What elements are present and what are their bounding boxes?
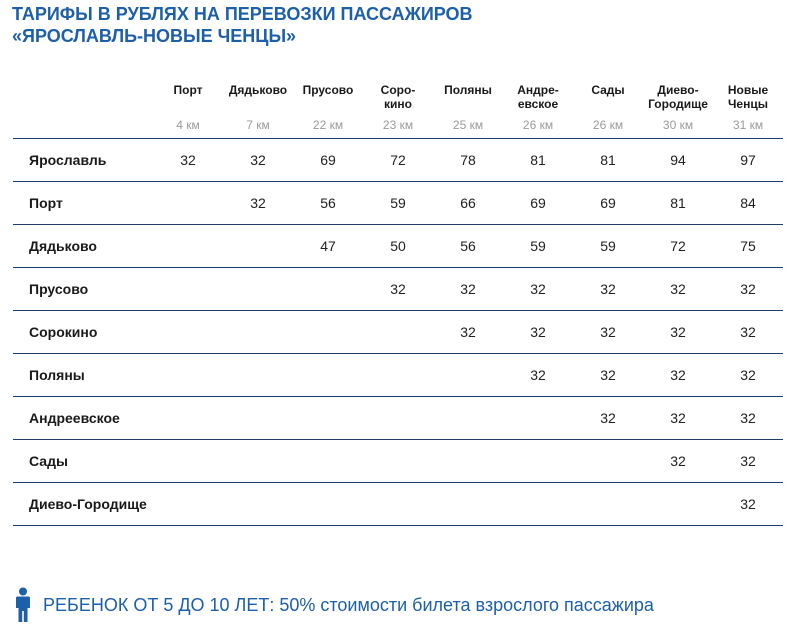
table-row	[13, 182, 783, 225]
fare-cell	[363, 397, 433, 440]
column-stop-name: Дядьково	[228, 83, 288, 97]
fare-cell: 32	[223, 139, 293, 182]
page-title	[12, 3, 473, 47]
fare-cell	[433, 483, 503, 526]
table-row	[13, 354, 783, 397]
column-stop-name: Прусово	[302, 83, 354, 97]
fare-cell	[293, 440, 363, 483]
fare-cell	[153, 483, 223, 526]
fare-table-body	[13, 139, 783, 526]
child-icon	[12, 587, 34, 623]
row-station-name: Ярославль	[13, 139, 153, 182]
fare-cell: 32	[503, 268, 573, 311]
column-header	[223, 78, 293, 139]
fare-cell	[153, 397, 223, 440]
fare-cell	[293, 268, 363, 311]
table-row	[13, 440, 783, 483]
column-header	[713, 78, 783, 139]
fare-cell: 32	[573, 354, 643, 397]
title-line-2: «ЯРОСЛАВЛЬ-НОВЫЕ ЧЕНЦЫ»	[12, 26, 297, 46]
column-header	[153, 78, 223, 139]
fare-cell	[223, 354, 293, 397]
fare-cell: 32	[643, 397, 713, 440]
fare-cell: 32	[573, 397, 643, 440]
column-distance: 25 км	[452, 118, 484, 132]
row-station-name: Дядьково	[13, 225, 153, 268]
column-distance: 26 км	[522, 118, 554, 132]
fare-cell: 59	[363, 182, 433, 225]
fare-cell: 81	[573, 139, 643, 182]
header-row	[13, 78, 783, 139]
column-stop-name: Новые Ченцы	[727, 83, 769, 111]
column-distance: 26 км	[592, 118, 624, 132]
fare-cell: 69	[573, 182, 643, 225]
fare-cell	[503, 483, 573, 526]
column-distance: 7 км	[246, 118, 270, 132]
fare-cell	[363, 354, 433, 397]
fare-cell	[573, 440, 643, 483]
fare-cell	[223, 268, 293, 311]
fare-cell: 32	[643, 440, 713, 483]
fare-cell: 32	[223, 182, 293, 225]
table-row	[13, 225, 783, 268]
fare-cell	[433, 354, 503, 397]
fare-cell: 32	[503, 311, 573, 354]
fare-cell: 32	[433, 311, 503, 354]
fare-cell: 69	[293, 139, 363, 182]
fare-cell: 32	[713, 311, 783, 354]
column-distance: 23 км	[382, 118, 414, 132]
column-stop-name: Диево- Городище	[648, 83, 708, 111]
fare-cell: 78	[433, 139, 503, 182]
fare-cell: 32	[713, 354, 783, 397]
fare-cell	[223, 311, 293, 354]
fare-cell: 56	[433, 225, 503, 268]
row-station-name: Сады	[13, 440, 153, 483]
fare-cell	[153, 182, 223, 225]
fare-cell	[293, 397, 363, 440]
column-header	[573, 78, 643, 139]
column-header	[293, 78, 363, 139]
fare-cell	[293, 483, 363, 526]
column-distance: 31 км	[732, 118, 764, 132]
fare-cell: 32	[713, 397, 783, 440]
column-distance: 22 км	[312, 118, 344, 132]
row-station-name: Прусово	[13, 268, 153, 311]
title-line-1: ТАРИФЫ В РУБЛЯХ НА ПЕРЕВОЗКИ ПАССАЖИРОВ	[12, 4, 473, 24]
fare-table	[13, 78, 783, 526]
fare-cell	[363, 483, 433, 526]
fare-cell: 94	[643, 139, 713, 182]
fare-cell	[153, 268, 223, 311]
child-discount-note	[12, 585, 654, 625]
fare-cell: 84	[713, 182, 783, 225]
fare-cell: 32	[713, 440, 783, 483]
fare-cell	[573, 483, 643, 526]
fare-cell: 32	[713, 483, 783, 526]
fare-cell	[223, 225, 293, 268]
fare-cell: 32	[713, 268, 783, 311]
table-row	[13, 311, 783, 354]
column-stop-name: Порт	[173, 83, 203, 97]
fare-cell	[433, 397, 503, 440]
fare-cell: 69	[503, 182, 573, 225]
fare-cell	[153, 354, 223, 397]
table-row	[13, 483, 783, 526]
fare-cell: 32	[643, 354, 713, 397]
fare-cell: 66	[433, 182, 503, 225]
table-row	[13, 268, 783, 311]
fare-cell	[293, 354, 363, 397]
column-header	[433, 78, 503, 139]
fare-cell	[503, 440, 573, 483]
header-corner	[13, 78, 153, 139]
fare-cell: 32	[363, 268, 433, 311]
row-station-name: Поляны	[13, 354, 153, 397]
column-stop-name: Андре- евское	[517, 83, 559, 111]
fare-cell: 81	[643, 182, 713, 225]
row-station-name: Порт	[13, 182, 153, 225]
table-row	[13, 397, 783, 440]
fare-cell	[643, 483, 713, 526]
column-stop-name: Поляны	[444, 83, 492, 97]
fare-cell: 97	[713, 139, 783, 182]
fare-cell	[503, 397, 573, 440]
column-header	[503, 78, 573, 139]
fare-cell: 56	[293, 182, 363, 225]
fare-cell: 81	[503, 139, 573, 182]
fare-cell: 32	[573, 311, 643, 354]
fare-cell	[153, 440, 223, 483]
fare-cell: 32	[573, 268, 643, 311]
column-stop-name: Сады	[591, 83, 625, 97]
fare-cell	[363, 440, 433, 483]
column-header	[363, 78, 433, 139]
fare-cell: 47	[293, 225, 363, 268]
column-header	[643, 78, 713, 139]
fare-cell: 72	[363, 139, 433, 182]
fare-cell	[363, 311, 433, 354]
row-station-name: Андреевское	[13, 397, 153, 440]
column-stop-name: Соро- кино	[380, 83, 416, 111]
fare-cell: 59	[503, 225, 573, 268]
fare-cell: 32	[433, 268, 503, 311]
row-station-name: Сорокино	[13, 311, 153, 354]
fare-cell: 32	[503, 354, 573, 397]
fare-cell	[153, 311, 223, 354]
fare-cell	[293, 311, 363, 354]
fare-cell: 32	[153, 139, 223, 182]
fare-cell	[223, 397, 293, 440]
fare-cell: 32	[643, 311, 713, 354]
row-station-name: Диево-Городище	[13, 483, 153, 526]
fare-cell	[433, 440, 503, 483]
fare-cell	[223, 483, 293, 526]
column-distance: 4 км	[176, 118, 200, 132]
fare-cell	[153, 225, 223, 268]
table-row	[13, 139, 783, 182]
fare-cell: 72	[643, 225, 713, 268]
column-distance: 30 км	[662, 118, 694, 132]
fare-cell: 75	[713, 225, 783, 268]
fare-cell	[223, 440, 293, 483]
fare-cell: 50	[363, 225, 433, 268]
fare-cell: 59	[573, 225, 643, 268]
note-text: РЕБЕНОК ОТ 5 ДО 10 ЛЕТ: 50% стоимости билета взрослого пассажира	[43, 594, 654, 615]
fare-cell: 32	[643, 268, 713, 311]
